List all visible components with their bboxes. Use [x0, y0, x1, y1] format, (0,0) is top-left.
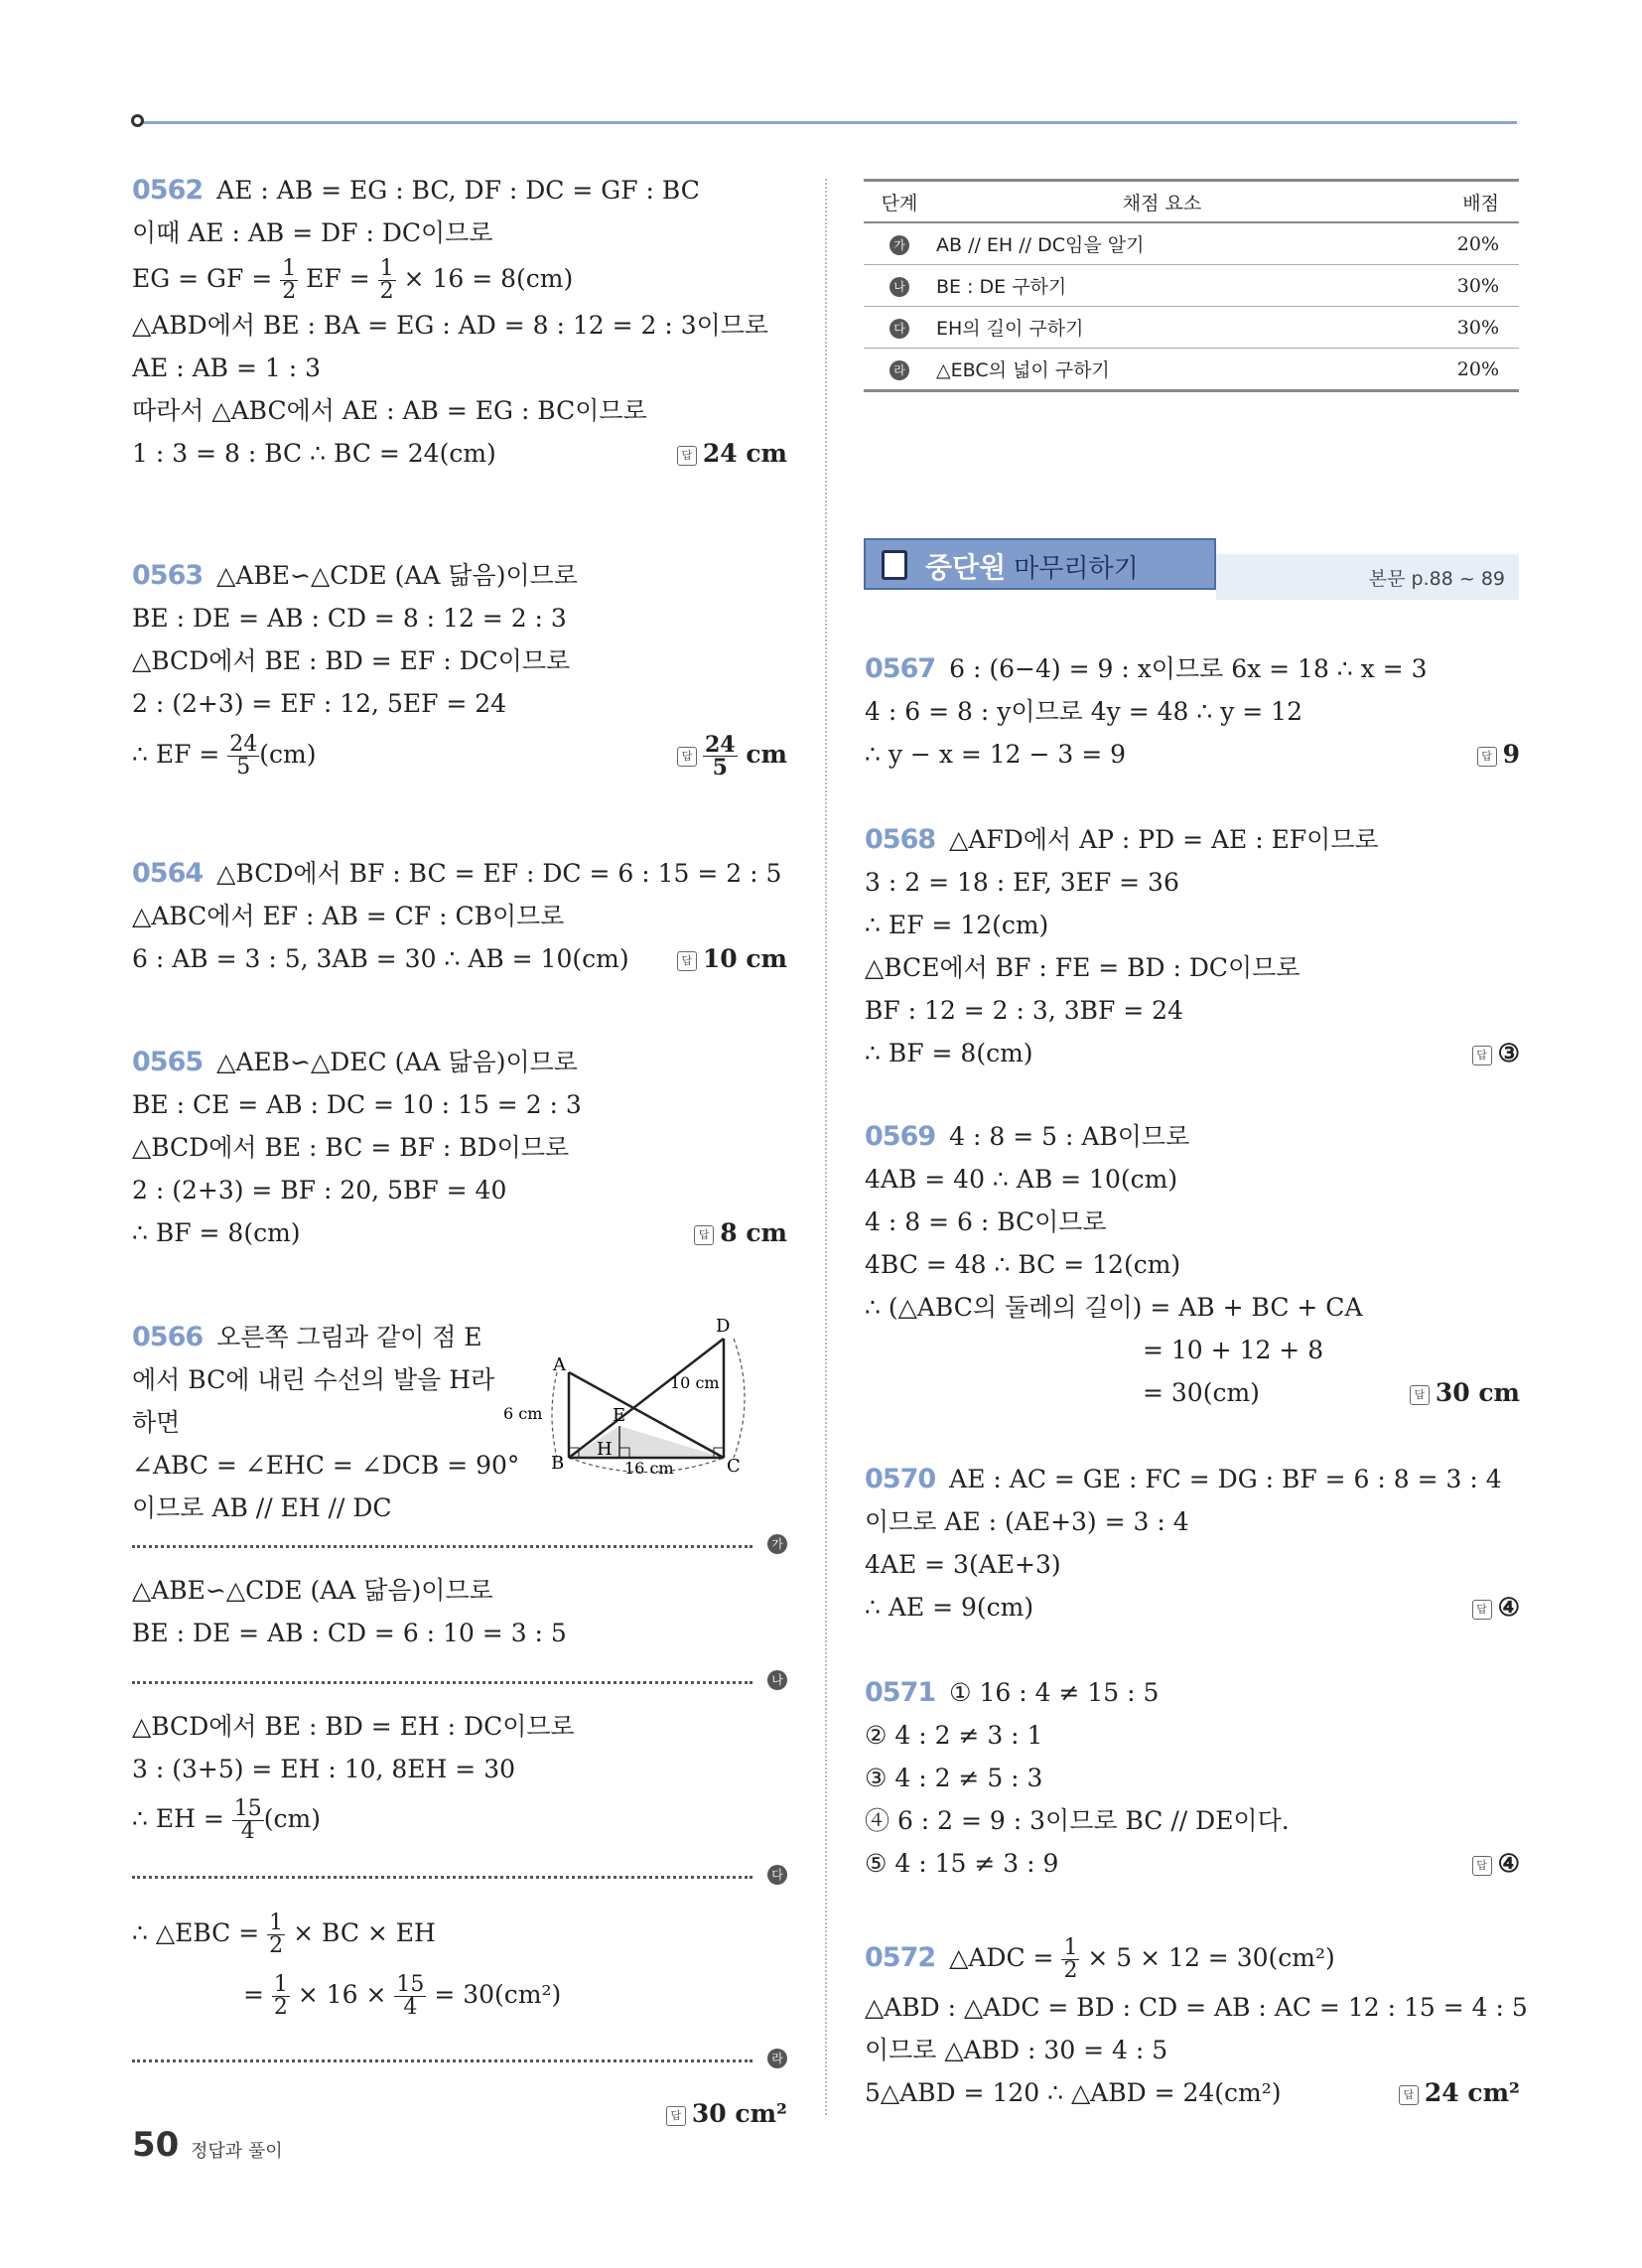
- solution-line: 2 : (2+3) = EF : 12, 5EF = 24: [132, 689, 507, 718]
- pct-cell: 20%: [1389, 349, 1519, 391]
- solution-line: 4AE = 3(AE+3): [865, 1550, 1061, 1579]
- triangle-figure: [503, 1316, 746, 1478]
- pct-cell: 30%: [1389, 307, 1519, 349]
- step-separator: [132, 1876, 753, 1879]
- answer-value: 10 cm: [702, 944, 787, 973]
- solution-line: △ABE∽△CDE (AA 닮음)이므로: [216, 561, 578, 590]
- header-dot: [131, 114, 144, 127]
- banner-box: [864, 538, 1216, 590]
- step-mark: 가: [889, 235, 909, 255]
- solution-line: △BCD에서 BE : BD = EF : DC이므로: [132, 646, 571, 675]
- step-mark-ra: 라: [767, 2049, 787, 2068]
- answer: [1472, 1842, 1520, 1885]
- problem-number: 0563: [132, 560, 204, 591]
- answer-mark-icon: 답: [677, 446, 697, 466]
- fraction: [232, 1798, 264, 1843]
- solution-line: 4 : 6 = 8 : y이므로 4y = 48 ∴ y = 12: [865, 697, 1302, 726]
- solution-line: [865, 1371, 1520, 1414]
- solution-line: ② 4 : 2 ≠ 3 : 1: [865, 1721, 1043, 1750]
- answer: [677, 937, 787, 980]
- banner-title: [925, 546, 1139, 586]
- solution-line: ∴ (△ABC의 둘레의 길이) = AB + BC + CA: [865, 1293, 1363, 1322]
- answer-mark-icon: 답: [677, 951, 697, 971]
- solution-line: BF : 12 = 2 : 3, 3BF = 24: [865, 996, 1183, 1025]
- answer-value: ④: [1497, 1593, 1520, 1622]
- solution-line: △ABD에서 BE : BA = EG : AD = 8 : 12 = 2 : 3이므로: [132, 311, 769, 340]
- solution-line: AE : AB = EG : BC, DF : DC = GF : BC: [216, 176, 700, 205]
- label-D: D: [716, 1316, 731, 1337]
- numerator: 1: [273, 1972, 288, 1997]
- text: EF =: [298, 264, 378, 293]
- problem-0571: [865, 1671, 1520, 1885]
- problem-0567: [865, 647, 1520, 776]
- answer-mark-icon: 답: [1472, 1046, 1492, 1065]
- column-header: 단계: [864, 181, 935, 223]
- problem-number: 0571: [865, 1677, 936, 1708]
- text: △ADC =: [949, 1943, 1062, 1972]
- denominator: 2: [1063, 1958, 1078, 1983]
- answer-mark-icon: 답: [1410, 1385, 1430, 1405]
- page-number: 50: [132, 2125, 180, 2165]
- text: × 16 = 8(cm): [395, 264, 574, 293]
- solution-line: AE : AC = GE : FC = DG : BF = 6 : 8 = 3 : 4: [949, 1465, 1502, 1493]
- solution-line: ∠ABC = ∠EHC = ∠DCB = 90°: [132, 1451, 520, 1480]
- solution-line: ④ 6 : 2 = 9 : 3이므로 BC // DE이다.: [865, 1806, 1290, 1835]
- pct-cell: 20%: [1389, 222, 1519, 265]
- step-separator: [132, 1545, 753, 1548]
- solution-line: 2 : (2+3) = BF : 20, 5BF = 40: [132, 1176, 507, 1205]
- denominator: 2: [273, 1995, 288, 2020]
- answer: [666, 2092, 787, 2135]
- solution-line: 3 : (3+5) = EH : 10, 8EH = 30: [132, 1755, 516, 1783]
- solution-line: AE : AB = 1 : 3: [132, 354, 322, 382]
- solution-line: [132, 1963, 787, 2027]
- solution-line: [132, 937, 787, 980]
- text: (cm): [263, 1804, 321, 1833]
- numerator: 24: [229, 732, 258, 757]
- label-A: A: [553, 1354, 566, 1375]
- answer: [1477, 733, 1520, 776]
- fraction: [703, 734, 738, 779]
- solution-line: [132, 1904, 787, 1963]
- solution-line: BE : CE = AB : DC = 10 : 15 = 2 : 3: [132, 1090, 582, 1119]
- problem-0562: [132, 169, 787, 475]
- text: ∴ y − x = 12 − 3 = 9: [865, 740, 1127, 769]
- solution-line: [865, 733, 1520, 776]
- label-C: C: [727, 1456, 741, 1477]
- answer: [677, 725, 787, 784]
- answer-value: 30 cm²: [691, 2099, 787, 2128]
- text: × 16 ×: [289, 1980, 395, 2009]
- numerator: 1: [282, 256, 297, 281]
- fraction: [394, 1974, 426, 2019]
- denominator: 5: [236, 755, 251, 780]
- solution-line: ∴ EF = 12(cm): [865, 911, 1049, 939]
- answer-unit: cm: [746, 740, 787, 769]
- answer: [677, 432, 787, 475]
- answer: [1472, 1032, 1520, 1074]
- text: × 5 × 12 = 30(cm²): [1079, 1943, 1335, 1972]
- solution-line: △ABE∽△CDE (AA 닮음)이므로: [132, 1576, 493, 1605]
- solution-line: 6 : (6−4) = 9 : x이므로 6x = 18 ∴ x = 3: [949, 654, 1428, 683]
- answer-mark-icon: 답: [1399, 2085, 1419, 2105]
- problem-number: 0564: [132, 858, 204, 889]
- solution-line: △AFD에서 AP : PD = AE : EF이므로: [949, 825, 1379, 854]
- solution-line: [865, 1586, 1520, 1629]
- solution-line: 하면: [132, 1408, 181, 1437]
- answer-value: 24 cm²: [1424, 2078, 1520, 2107]
- text: ∴ △EBC =: [132, 1918, 268, 1947]
- solution-line: △BCD에서 BF : BC = EF : DC = 6 : 15 = 2 : 5: [216, 859, 782, 888]
- item-cell: EH의 길이 구하기: [935, 307, 1389, 349]
- solution-line: [865, 1842, 1520, 1885]
- problem-0572: [865, 1930, 1528, 2114]
- section-banner: [864, 538, 1519, 600]
- numerator: 15: [233, 1796, 262, 1821]
- answer: [1410, 1371, 1520, 1414]
- problem-number: 0566: [132, 1322, 204, 1352]
- header-rule: [139, 121, 1517, 124]
- item-cell: AB // EH // DC임을 알기: [935, 222, 1389, 265]
- problem-0566: [132, 1316, 787, 2128]
- solution-line: BE : DE = AB : CD = 8 : 12 = 2 : 3: [132, 604, 567, 633]
- solution-line: ① 16 : 4 ≠ 15 : 5: [949, 1678, 1160, 1707]
- solution-line: = 10 + 12 + 8: [1143, 1336, 1324, 1364]
- solution-line: 이므로 AB // EH // DC: [132, 1493, 392, 1522]
- fraction: [267, 1913, 285, 1957]
- step-mark: 라: [889, 360, 909, 380]
- fraction: [1061, 1937, 1079, 1982]
- label-bc-length: 16 cm: [624, 1459, 674, 1478]
- pct-cell: 30%: [1389, 265, 1519, 307]
- text: ⑤ 4 : 15 ≠ 3 : 9: [865, 1849, 1059, 1878]
- table-row: [864, 265, 1519, 307]
- text: ∴ AE = 9(cm): [865, 1593, 1034, 1622]
- table-row: [864, 222, 1519, 265]
- step-cell: [864, 222, 935, 265]
- notebook-icon: [882, 550, 907, 580]
- answer-row: [132, 2092, 787, 2135]
- step-separator: [132, 2059, 753, 2062]
- column-divider: [825, 179, 827, 2115]
- problem-0569: [865, 1115, 1520, 1414]
- item-cell: BE : DE 구하기: [935, 265, 1389, 307]
- problem-number: 0568: [865, 824, 936, 855]
- text: × BC × EH: [285, 1918, 436, 1947]
- solution-line: 4 : 8 = 6 : BC이므로: [865, 1207, 1107, 1236]
- solution-line: 이므로 △ABD : 30 = 4 : 5: [865, 2036, 1168, 2064]
- answer: [694, 1211, 787, 1254]
- step-cell: [864, 307, 935, 349]
- text: 6 : AB = 3 : 5, 3AB = 30 ∴ AB = 10(cm): [132, 944, 629, 973]
- numerator: 1: [379, 256, 394, 281]
- solution-line: ③ 4 : 2 ≠ 5 : 3: [865, 1764, 1043, 1792]
- answer-mark-icon: 답: [1472, 1856, 1492, 1876]
- footer-label: 정답과 풀이: [191, 2141, 283, 2162]
- problem-number: 0570: [865, 1464, 936, 1494]
- solution-line: [132, 1211, 787, 1254]
- solution-line: 4 : 8 = 5 : AB이므로: [949, 1122, 1190, 1151]
- fraction: [378, 258, 396, 303]
- problem-number: 0565: [132, 1047, 204, 1077]
- step-separator: [132, 1681, 753, 1684]
- answer-mark-icon: 답: [1477, 747, 1497, 767]
- fraction: [272, 1974, 290, 2019]
- denominator: 2: [379, 279, 394, 304]
- text: ∴ BF = 8(cm): [865, 1039, 1033, 1067]
- item-cell: △EBC의 넓이 구하기: [935, 349, 1389, 391]
- scoring-table: [864, 179, 1519, 392]
- problem-0563: [132, 554, 787, 784]
- answer-value: 24 cm: [702, 439, 787, 468]
- label-E: E: [613, 1405, 626, 1426]
- text: = 30(cm): [1143, 1378, 1260, 1407]
- answer-mark-icon: 답: [1472, 1600, 1492, 1620]
- column-header: 채점 요소: [935, 181, 1389, 223]
- label-B: B: [551, 1453, 565, 1474]
- solution-line: △BCE에서 BF : FE = BD : DC이므로: [865, 953, 1300, 982]
- numerator: 1: [269, 1911, 284, 1935]
- table-row: [864, 307, 1519, 349]
- denominator: 2: [269, 1933, 284, 1958]
- solution-line: △BCD에서 BE : BD = EH : DC이므로: [132, 1712, 575, 1741]
- solution-line: [132, 1790, 787, 1848]
- step-cell: [864, 265, 935, 307]
- text: (cm): [259, 740, 317, 769]
- banner-title-sub: 마무리하기: [1014, 554, 1139, 584]
- solution-line: 3 : 2 = 18 : EF, 3EF = 36: [865, 868, 1179, 897]
- solution-line: [865, 2071, 1520, 2114]
- step-mark-da: 다: [767, 1865, 787, 1885]
- problem-number: 0562: [132, 175, 204, 206]
- banner-title-main: 중단원: [925, 551, 1007, 584]
- text: ∴ EF =: [132, 740, 228, 769]
- step-cell: [864, 349, 935, 391]
- label-ab-length: 6 cm: [503, 1404, 543, 1423]
- step-mark: 나: [889, 277, 909, 297]
- problem-number: 0572: [865, 1942, 936, 1973]
- answer-mark-icon: 답: [677, 747, 697, 767]
- fraction: [227, 734, 259, 779]
- answer: [1399, 2071, 1520, 2114]
- numerator: 1: [1063, 1935, 1078, 1960]
- answer-mark-icon: 답: [666, 2106, 686, 2126]
- step-mark: 다: [889, 319, 909, 339]
- solution-line: [132, 432, 787, 475]
- solution-line: 4AB = 40 ∴ AB = 10(cm): [865, 1165, 1178, 1194]
- problem-number: 0567: [865, 653, 936, 684]
- fraction: [280, 258, 298, 303]
- denominator: 2: [282, 279, 297, 304]
- problem-0568: [865, 818, 1520, 1074]
- solution-line: △BCD에서 BE : BC = BF : BD이므로: [132, 1133, 570, 1162]
- text: EG = GF =: [132, 264, 281, 293]
- text: 5△ABD = 120 ∴ △ABD = 24(cm²): [865, 2078, 1282, 2107]
- answer-value: 8 cm: [720, 1218, 787, 1247]
- solution-line: △AEB∽△DEC (AA 닮음)이므로: [216, 1048, 578, 1076]
- answer-value: 9: [1502, 740, 1520, 769]
- solution-line: 4BC = 48 ∴ BC = 12(cm): [865, 1250, 1181, 1279]
- denominator: 4: [240, 1819, 255, 1844]
- solution-line: △ABC에서 EF : AB = CF : CB이므로: [132, 902, 565, 930]
- problem-number: 0569: [865, 1121, 936, 1152]
- text: =: [243, 1980, 272, 2009]
- numerator: 24: [704, 732, 736, 758]
- numerator: 15: [396, 1972, 425, 1997]
- problem-0564: [132, 852, 787, 980]
- text: 1 : 3 = 8 : BC ∴ BC = 24(cm): [132, 439, 496, 468]
- answer-value: ④: [1497, 1849, 1520, 1878]
- text: ∴ EH =: [132, 1804, 232, 1833]
- answer-mark-icon: 답: [694, 1225, 714, 1245]
- problem-0570: [865, 1458, 1520, 1629]
- text: ∴ BF = 8(cm): [132, 1218, 301, 1247]
- answer-value: ③: [1497, 1039, 1520, 1067]
- solution-line: [132, 254, 787, 304]
- step-mark-ga: 가: [767, 1534, 787, 1554]
- solution-line: 에서 BC에 내린 수선의 발을 H라: [132, 1365, 495, 1394]
- problem-0565: [132, 1041, 787, 1254]
- table-header-row: [864, 181, 1519, 223]
- label-H: H: [597, 1439, 613, 1460]
- denominator: 4: [403, 1995, 418, 2020]
- label-dc-length: 10 cm: [670, 1373, 720, 1392]
- denominator: 5: [712, 755, 728, 780]
- page-reference: 본문 p.88 ~ 89: [1368, 568, 1505, 590]
- solution-line: [865, 1032, 1520, 1074]
- answer-value: 30 cm: [1435, 1378, 1520, 1407]
- table-row: [864, 349, 1519, 391]
- solution-line: 따라서 △ABC에서 AE : AB = EG : BC이므로: [132, 396, 647, 425]
- solution-line: BE : DE = AB : CD = 6 : 10 = 3 : 5: [132, 1619, 567, 1647]
- solution-line: [865, 1930, 1520, 1986]
- text: = 30(cm²): [426, 1980, 562, 2009]
- solution-line: 이때 AE : AB = DF : DC이므로: [132, 218, 493, 247]
- solution-line: 이므로 AE : (AE+3) = 3 : 4: [865, 1507, 1189, 1536]
- solution-line: 오른쪽 그림과 같이 점 E: [216, 1323, 482, 1351]
- solution-line: [132, 725, 787, 784]
- answer: [1472, 1586, 1520, 1629]
- column-header: 배점: [1389, 181, 1519, 223]
- solution-line: △ABD : △ADC = BD : CD = AB : AC = 12 : 15 = 4 : 5: [865, 1993, 1528, 2022]
- step-mark-na: 나: [767, 1670, 787, 1690]
